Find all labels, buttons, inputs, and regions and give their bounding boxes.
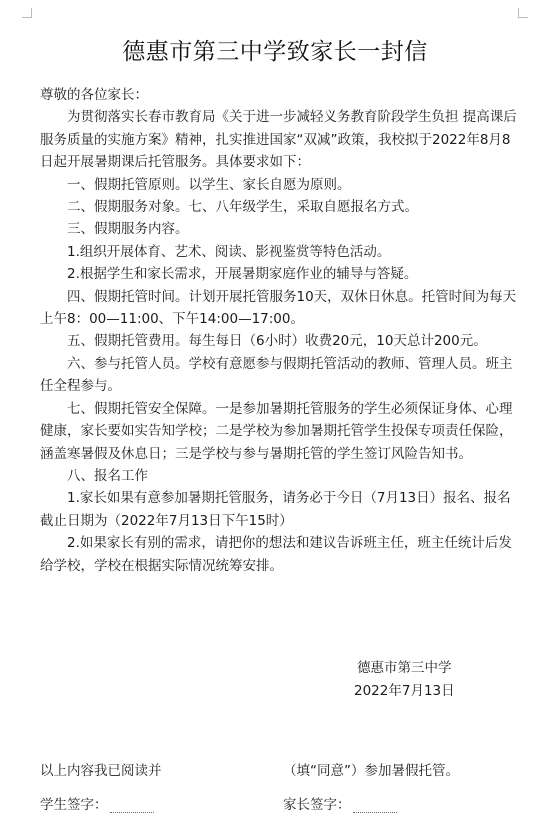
item-time: 四、假期托管时间。计划开展托管服务10天，双休日休息。托管时间为每天上午8：00—11:00、下午14:00—17:00。 <box>40 288 517 328</box>
item-staff: 六、参与托管人员。学校有意愿参与假期托管活动的教师、管理人员。班主任全程参与。 <box>40 355 513 395</box>
parent-signature-line <box>283 793 397 813</box>
letter-title: 德惠市第三中学致家长一封信 <box>122 39 428 65</box>
page-corner-mark-right <box>518 8 528 18</box>
student-signature-line <box>40 793 154 813</box>
item-target: 二、假期服务对象。七、八年级学生，采取自愿报名方式。 <box>67 199 418 216</box>
item-content-2: 2.根据学生和家长需求，开展暑期家庭作业的辅导与答疑。 <box>67 266 418 283</box>
page-corner-mark-left <box>22 8 32 18</box>
parent-signature-label: 家长签字： <box>283 797 351 813</box>
item-safety: 七、假期托管安全保障。一是参加暑期托管服务的学生必须保证身体、心理健康，家长要如实告知学校；二是学校为参加暑期托管学生投保专项责任保险，涵盖寒暑假及休息日；三是学校与参与暑期托管的学生签订风险告知书。 <box>40 400 513 462</box>
letter-body <box>40 84 520 577</box>
intro-paragraph: 为贯彻落实长春市教育局《关于进一步减轻义务教育阶段学生负担 提高课后服务质量的实施方案》精神，扎实推进国家“双减”政策，我校拟于2022年8月8日起开展暑期课后托管服务。具体要求如下： <box>40 109 517 171</box>
reply-consent-note: （填“同意”）参加暑假托管。 <box>283 763 459 779</box>
item-content: 三、假期服务内容。 <box>67 221 189 238</box>
item-fee: 五、假期托管费用。每生每日（6小时）收费20元，10天总计200元。 <box>67 333 487 350</box>
school-name: 德惠市第三中学 <box>357 660 452 676</box>
signature-block <box>354 657 455 703</box>
student-signature-field[interactable] <box>110 800 154 813</box>
letter-date: 2022年7月13日 <box>354 683 455 699</box>
student-signature-label: 学生签字： <box>40 797 108 813</box>
reply-acknowledgement: 以上内容我已阅读并 <box>40 763 162 779</box>
item-content-1: 1.组织开展体育、艺术、阅读、影视鉴赏等特色活动。 <box>67 243 391 260</box>
item-registration-1: 1.家长如果有意参加暑期托管服务，请务必于今日（7月13日）报名、报名截止日期为（2022年7月13日下午15时） <box>40 490 511 529</box>
parent-signature-field[interactable] <box>353 800 397 813</box>
item-principle: 一、假期托管原则。以学生、家长自愿为原则。 <box>67 176 351 193</box>
item-registration: 八、报名工作 <box>67 467 148 484</box>
item-registration-2: 2.如果家长有别的需求，请把你的想法和建议告诉班主任，班主任统计后发给学校，学校在根据实际情况统筹安排。 <box>40 535 512 574</box>
salutation: 尊敬的各位家长： <box>40 87 148 103</box>
